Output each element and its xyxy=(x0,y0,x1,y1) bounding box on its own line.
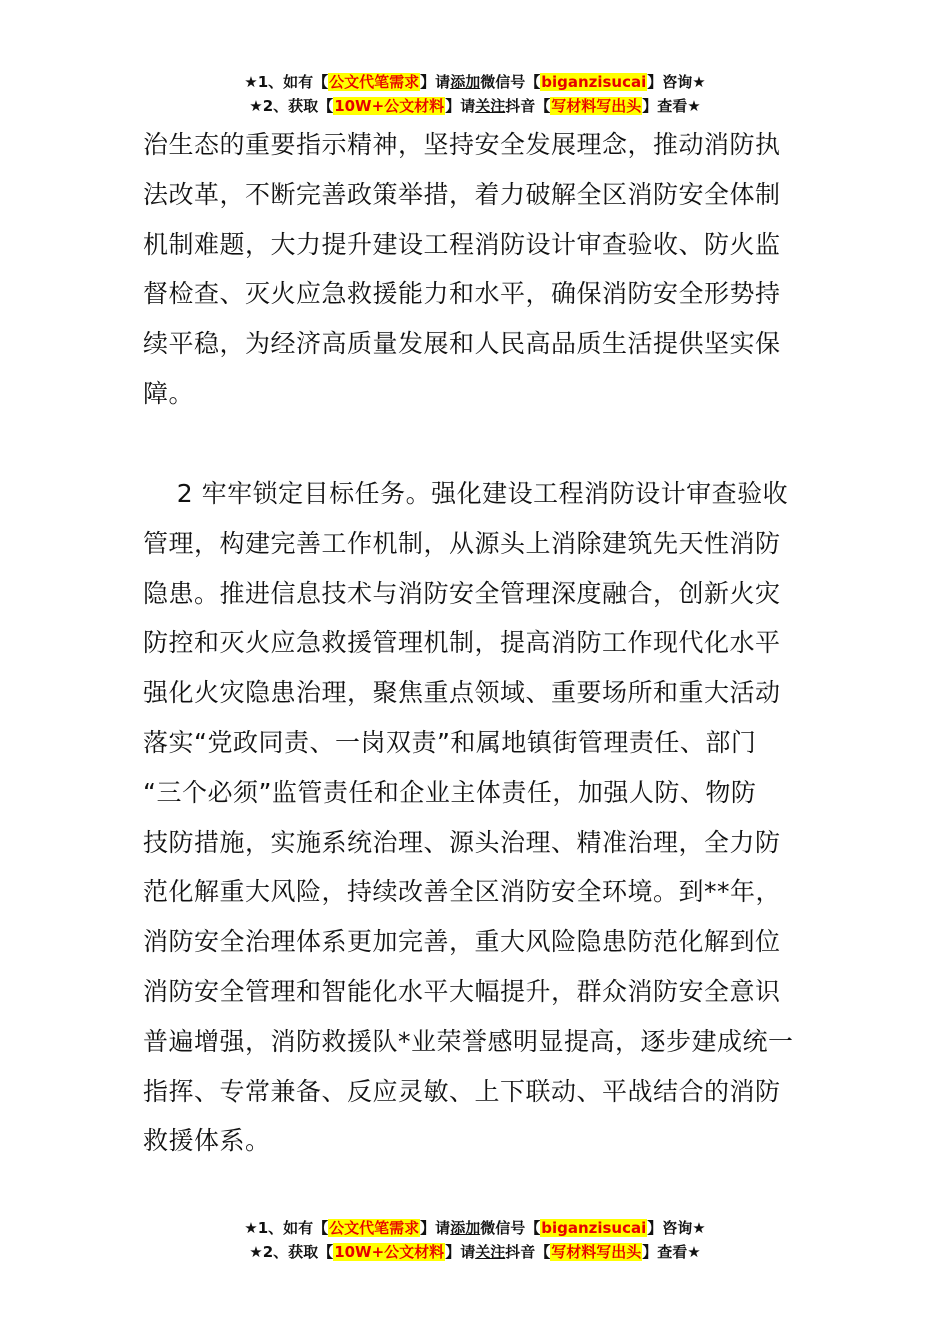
text-line: “三个必须”监管责任和企业主体责任，加强人防、物防 xyxy=(143,777,757,807)
promo-text: 微信号【 xyxy=(480,1219,541,1237)
promo-highlight-service: 公文代笔需求 xyxy=(329,1219,420,1237)
promo-underline-follow: 关注 xyxy=(475,97,506,115)
promo-line-1 xyxy=(0,70,950,94)
text-line: 督检查、灭火应急救援能力和水平，确保消防安全形势持 xyxy=(143,279,781,309)
text-line: 2 牢牢锁定目标任务。强化建设工程消防设计审查验收 xyxy=(143,479,789,508)
promo-text: 微信号【 xyxy=(480,73,541,91)
text-line: 强化火灾隐患治理，聚焦重点领域、重要场所和重大活动 xyxy=(143,678,781,708)
promo-highlight-service: 公文代笔需求 xyxy=(329,73,420,91)
promo-text: 】请 xyxy=(420,1219,451,1237)
text-line: 续平稳，为经济高质量发展和人民高品质生活提供坚实保 xyxy=(143,329,781,359)
text-line: 消防安全管理和智能化水平大幅提升，群众消防安全意识 xyxy=(143,976,781,1006)
promo-text: ★2、获取【 xyxy=(249,1243,334,1261)
text-line: 管理，构建完善工作机制，从源头上消除建筑先天性消防 xyxy=(143,528,781,558)
text-line: 障。 xyxy=(143,378,195,408)
promo-text: 】请 xyxy=(420,73,451,91)
promo-text: 】查看★ xyxy=(642,1243,701,1261)
header-promo-banner xyxy=(0,70,950,118)
text-line: 隐患。推进信息技术与消防安全管理深度融合，创新火灾 xyxy=(143,578,781,608)
footer-promo-banner xyxy=(0,1216,950,1264)
promo-text: 】请 xyxy=(445,1243,476,1261)
text-line: 消防安全治理体系更加完善，重大风险隐患防范化解到位 xyxy=(143,927,781,957)
promo-highlight-materials: 10W+公文材料 xyxy=(334,97,445,115)
text-line: 指挥、专常兼备、反应灵敏、上下联动、平战结合的消防 xyxy=(143,1076,781,1106)
promo-line-2 xyxy=(0,1240,950,1264)
text-line: 法改革，不断完善政策举措，着力破解全区消防安全体制 xyxy=(143,179,781,209)
promo-highlight-wechat-id: biganzisucai xyxy=(541,1219,647,1237)
text-line: 治生态的重要指示精神，坚持安全发展理念，推动消防执 xyxy=(143,130,781,159)
paragraph-2 xyxy=(143,469,813,1166)
promo-text: 抖音【 xyxy=(505,1243,551,1261)
promo-text: 】查看★ xyxy=(642,97,701,115)
promo-underline-add: 添加 xyxy=(450,1219,481,1237)
text-line: 机制难题，大力提升建设工程消防设计审查验收、防火监 xyxy=(143,229,781,259)
text-line: 普遍增强，消防救援队*业荣誉感明显提高，逐步建成统一 xyxy=(143,1026,794,1056)
promo-highlight-materials: 10W+公文材料 xyxy=(334,1243,445,1261)
promo-text: 】咨询★ xyxy=(647,1219,706,1237)
promo-text: ★2、获取【 xyxy=(249,97,334,115)
promo-text: ★1、如有【 xyxy=(244,1219,329,1237)
promo-highlight-wechat-id: biganzisucai xyxy=(541,73,647,91)
text-line: 技防措施，实施系统治理、源头治理、精准治理，全力防 xyxy=(143,827,781,857)
promo-text: ★1、如有【 xyxy=(244,73,329,91)
promo-text: 抖音【 xyxy=(505,97,551,115)
promo-underline-follow: 关注 xyxy=(475,1243,506,1261)
promo-underline-add: 添加 xyxy=(450,73,481,91)
paragraph-1 xyxy=(143,120,813,419)
text-line: 落实“党政同责、一岗双责”和属地镇街管理责任、部门 xyxy=(143,727,757,757)
promo-text: 】咨询★ xyxy=(647,73,706,91)
promo-highlight-douyin: 写材料写出头 xyxy=(551,1243,642,1261)
promo-line-2 xyxy=(0,94,950,118)
text-line: 范化解重大风险，持续改善全区消防安全环境。到**年， xyxy=(143,877,782,907)
promo-text: 】请 xyxy=(445,97,476,115)
promo-line-1 xyxy=(0,1216,950,1240)
promo-highlight-douyin: 写材料写出头 xyxy=(551,97,642,115)
text-line: 防控和灭火应急救援管理机制，提高消防工作现代化水平 xyxy=(143,628,781,658)
text-line: 救援体系。 xyxy=(143,1126,271,1156)
